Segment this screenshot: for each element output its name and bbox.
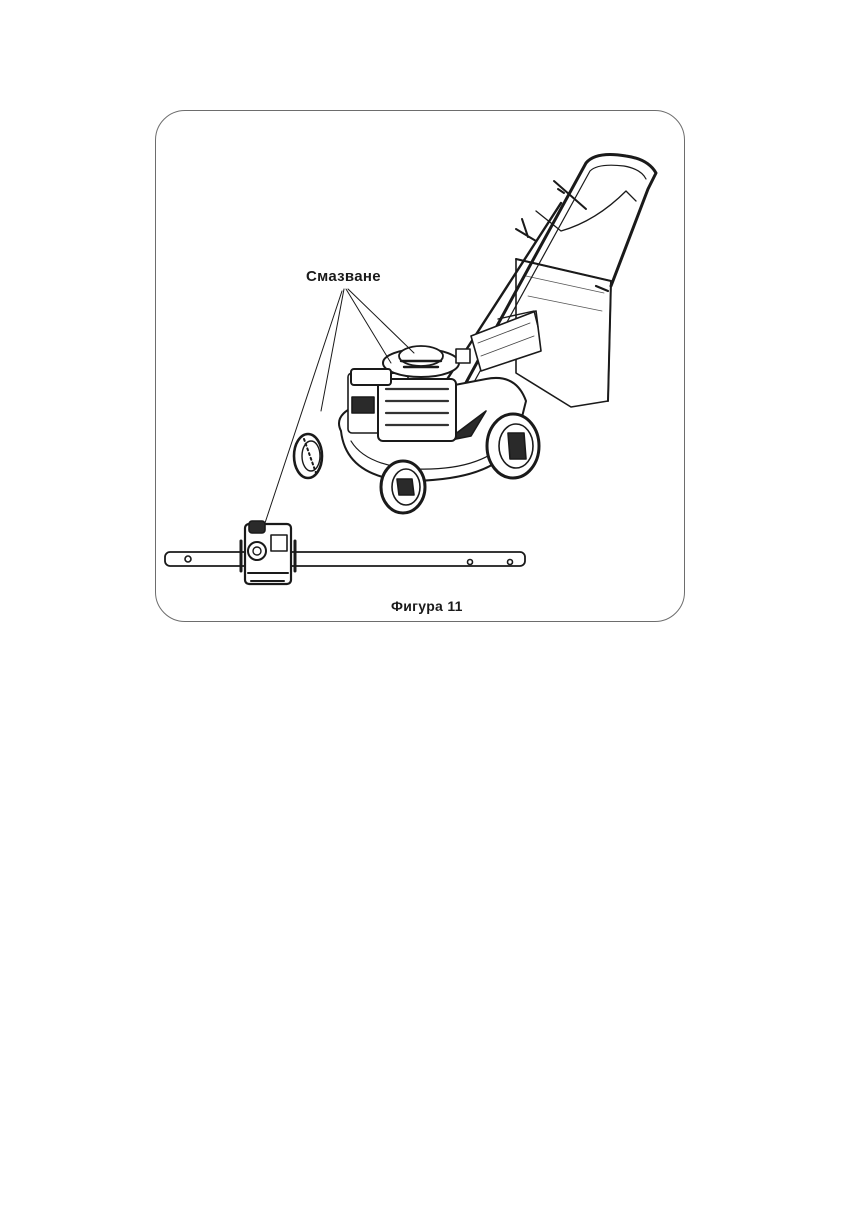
rear-wheel	[487, 414, 539, 478]
front-right-wheel	[381, 461, 425, 513]
lawnmower-illustration	[156, 111, 686, 623]
drive-shaft	[165, 552, 525, 566]
lubrication-label: Смазване	[306, 268, 381, 285]
figure-caption: Фигура 11	[391, 598, 463, 614]
front-left-wheel	[294, 434, 322, 478]
figure-frame	[155, 110, 685, 622]
gearbox	[241, 521, 295, 584]
